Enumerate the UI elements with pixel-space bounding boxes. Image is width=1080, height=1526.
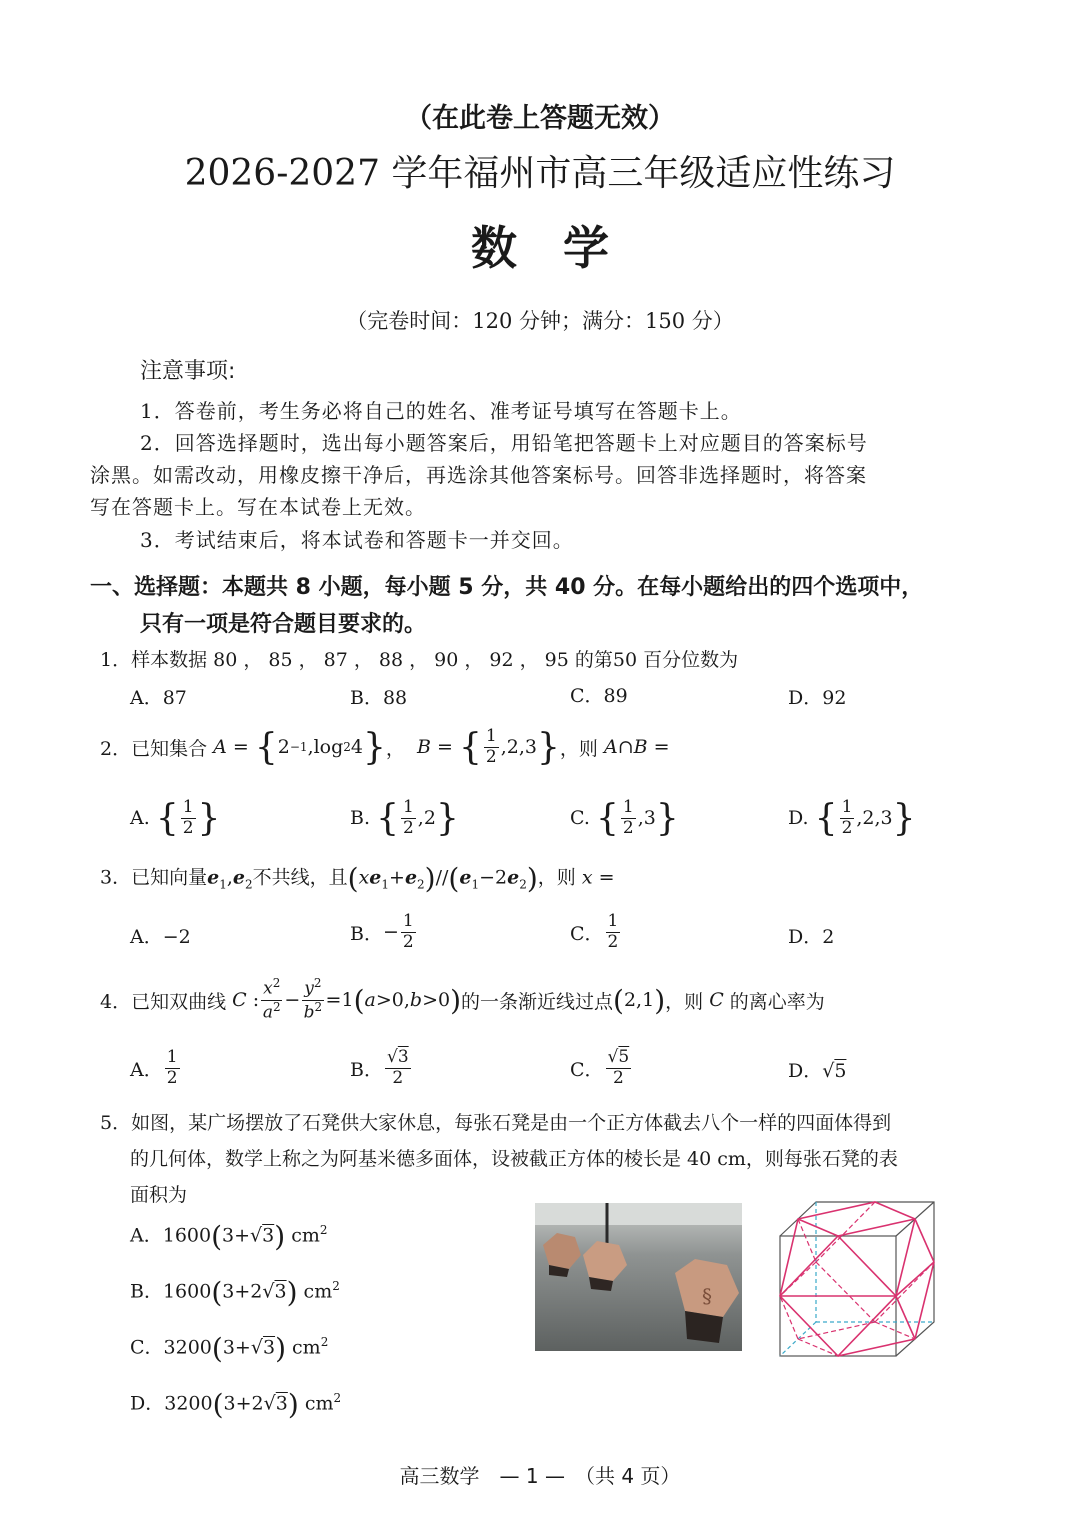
instruction-item-2: 2．回答选择题时，选出每小题答案后，用铅笔把答题卡上对应题目的答案标号 — [140, 431, 868, 455]
q1-option-c: C．89 — [570, 685, 628, 707]
q5-option-c: C．3200(3+√3) $cm^2$ — [130, 1332, 329, 1365]
subject-title: 数 学 — [471, 221, 609, 275]
q5-option-a: A．1600(3+√3) $cm^2$ — [130, 1220, 328, 1253]
q1-option-b: B．88 — [350, 687, 408, 709]
q3-option-d: D．2 — [788, 926, 835, 948]
question-2-stem: 2．已知集合 A = { 2 −1 ,log 2 4 } ， B = { $\frac{1}{2}$ ,2,3 } ，则 A ∩ B = — [100, 725, 670, 768]
archimedean-solid-diagram — [778, 1200, 940, 1360]
svg-text:§: § — [702, 1284, 712, 1308]
question-3-stem: 3．已知向量$e_1,e_2$不共线，且$(xe_1+e_2)//(e_1-2e_2)$，则 x = — [100, 862, 615, 895]
question-5-line1: 5．如图，某广场摆放了石凳供大家休息，每张石凳是由一个正方体截去八个一样的四面体得到 — [100, 1112, 892, 1134]
q3-option-a: A．−2 — [130, 926, 191, 948]
question-5-line2: 的几何体，数学上称之为阿基米德多面体，设被截正方体的棱长是 40 cm，则每张石凳的表 — [130, 1148, 898, 1170]
page-footer: 高三数学 — 1 — （共 4 页） — [399, 1464, 681, 1488]
q2-option-d: D. { $\frac{1}{2}$ ,2,3 } — [788, 796, 916, 839]
q5-option-d: D．3200(3+2√3) $cm^2$ — [130, 1388, 342, 1421]
stone-stool-photo — [535, 1203, 742, 1351]
q1-option-a: A．87 — [130, 687, 187, 709]
q4-option-d: D．√5 — [788, 1060, 847, 1082]
q5-option-b: B．1600(3+2√3) $cm^2$ — [130, 1276, 340, 1309]
time-info: （完卷时间：120 分钟；满分：150 分） — [346, 309, 734, 333]
question-4-stem: 4．已知双曲线 C : $\frac{x^2}{a^2}$ − $\frac{y^2}{b^2}$ =1 ( a >0, b >0 ) 的一条渐近线过点 ( 2,1 ) ，则 C 的离心率为 — [100, 976, 825, 1023]
section-heading: 一、选择题：本题共 8 小题，每小题 5 分，共 40 分。在每小题给出的四个选项中， — [90, 575, 924, 600]
notice: （在此卷上答题无效） — [405, 103, 675, 134]
q3-option-c: C． $\frac{1}{2}$ — [570, 910, 619, 952]
q4-option-a: A． $\frac{1}{2}$ — [130, 1046, 178, 1088]
q4-option-b: B． $\frac{√3}{2}$ — [350, 1046, 409, 1088]
section-heading-cont: 只有一项是符合题目要求的。 — [140, 612, 427, 637]
exam-title: 2026-2027 学年福州市高三年级适应性练习 — [184, 153, 896, 194]
question-5-line3: 面积为 — [130, 1184, 188, 1206]
instruction-item-2-cont2: 写在答题卡上。写在本试卷上无效。 — [90, 495, 426, 519]
q1-option-d: D．92 — [788, 687, 847, 709]
q3-option-b: B． − $\frac{1}{2}$ — [350, 910, 414, 952]
q4-option-c: C． $\frac{√5}{2}$ — [570, 1046, 630, 1088]
instructions-heading: 注意事项: — [140, 359, 236, 384]
instruction-item-3: 3．考试结束后，将本试卷和答题卡一并交回。 — [140, 528, 574, 552]
q2-option-a: A. { $\frac{1}{2}$ } — [130, 796, 221, 839]
instruction-item-2-cont: 涂黑。如需改动，用橡皮擦干净后，再选涂其他答案标号。回答非选择题时，将答案 — [90, 463, 867, 487]
instruction-item-1: 1．答卷前，考生务必将自己的姓名、准考证号填写在答题卡上。 — [140, 399, 742, 423]
q2-option-c: C. { $\frac{1}{2}$ ,3 } — [570, 796, 679, 839]
question-1-stem: 1．样本数据 80 ， 85 ， 87 ， 88 ， 90 ， 92 ， 95 的第50 百分位数为 — [100, 649, 739, 671]
q2-option-b: B. { $\frac{1}{2}$ ,2 } — [350, 796, 459, 839]
